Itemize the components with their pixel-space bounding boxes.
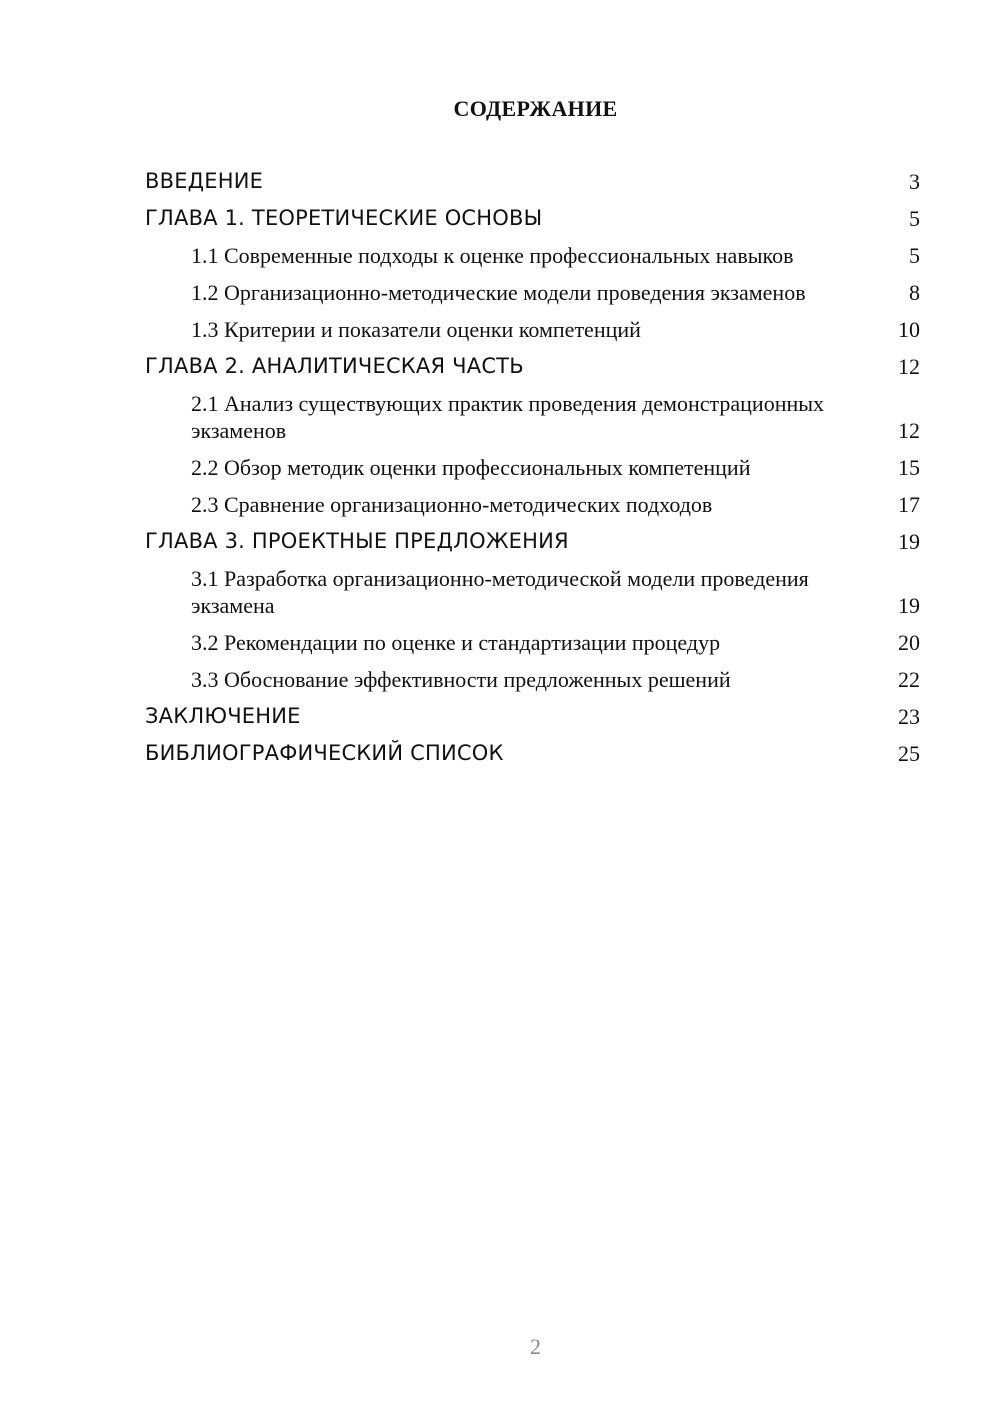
toc-entry-page: 19 [898, 593, 920, 618]
toc-entry-text: ВВЕДЕНИЕ [145, 169, 264, 193]
toc-entry-text: 2.1 Анализ существующих практик проведения демонстрационных экзаменов [191, 391, 825, 443]
toc-entry-text: ГЛАВА 3. ПРОЕКТНЫЕ ПРЕДЛОЖЕНИЯ [145, 529, 569, 553]
toc-entry-page: 12 [898, 418, 920, 443]
toc-entry-section-3-1[interactable] [145, 565, 920, 619]
toc-entry-page: 25 [898, 741, 920, 766]
table-of-contents [145, 168, 920, 777]
toc-entry-text: ЗАКЛЮЧЕНИЕ [145, 704, 301, 728]
toc-entry-page: 5 [909, 206, 920, 231]
toc-entry-section-3-3[interactable] [145, 666, 920, 693]
toc-entry-text: БИБЛИОГРАФИЧЕСКИЙ СПИСОК [145, 741, 504, 765]
toc-entry-section-2-2[interactable] [145, 454, 920, 481]
toc-entry-section-1-2[interactable] [145, 279, 920, 306]
toc-entry-page: 5 [909, 243, 920, 268]
toc-entry-text: 3.2 Рекомендации по оценке и стандартизации процедур [191, 630, 721, 655]
toc-entry-text: 2.3 Сравнение организационно-методических подходов [191, 492, 713, 517]
toc-entry-page: 15 [898, 455, 920, 480]
toc-entry-introduction[interactable] [145, 168, 920, 195]
toc-entry-text: 2.2 Обзор методик оценки профессиональных компетенций [191, 455, 751, 480]
toc-entry-chapter-2[interactable] [145, 353, 920, 380]
toc-entry-chapter-3[interactable] [145, 528, 920, 555]
toc-entry-chapter-1[interactable] [145, 205, 920, 232]
toc-entry-text: ГЛАВА 1. ТЕОРЕТИЧЕСКИЕ ОСНОВЫ [145, 206, 543, 230]
toc-entry-text: 1.3 Критерии и показатели оценки компетенций [191, 317, 641, 342]
toc-entry-conclusion[interactable] [145, 703, 920, 730]
toc-entry-page: 17 [898, 492, 920, 517]
toc-entry-section-3-2[interactable] [145, 629, 920, 656]
toc-entry-section-2-3[interactable] [145, 491, 920, 518]
toc-entry-text: 1.2 Организационно-методические модели проведения экзаменов [191, 280, 806, 305]
toc-entry-text: 1.1 Современные подходы к оценке профессиональных навыков [191, 243, 794, 268]
toc-entry-page: 12 [898, 354, 920, 379]
toc-title: СОДЕРЖАНИЕ [453, 96, 618, 121]
toc-entry-page: 22 [898, 667, 920, 692]
toc-entry-text: ГЛАВА 2. АНАЛИТИЧЕСКАЯ ЧАСТЬ [145, 354, 524, 378]
toc-entry-text: 3.1 Разработка организационно-методической модели проведения экзамена [191, 566, 809, 618]
toc-entry-page: 23 [898, 704, 920, 729]
toc-entry-page: 8 [909, 280, 920, 305]
toc-entry-section-1-3[interactable] [145, 316, 920, 343]
toc-entry-page: 10 [898, 317, 920, 342]
toc-entry-page: 19 [898, 529, 920, 554]
page-number: 2 [530, 1334, 541, 1359]
toc-entry-bibliography[interactable] [145, 740, 920, 767]
toc-entry-page: 20 [898, 630, 920, 655]
toc-entry-page: 3 [909, 169, 920, 194]
toc-entry-text: 3.3 Обоснование эффективности предложенных решений [191, 667, 731, 692]
toc-entry-section-1-1[interactable] [145, 242, 920, 269]
toc-entry-section-2-1[interactable] [145, 390, 920, 444]
